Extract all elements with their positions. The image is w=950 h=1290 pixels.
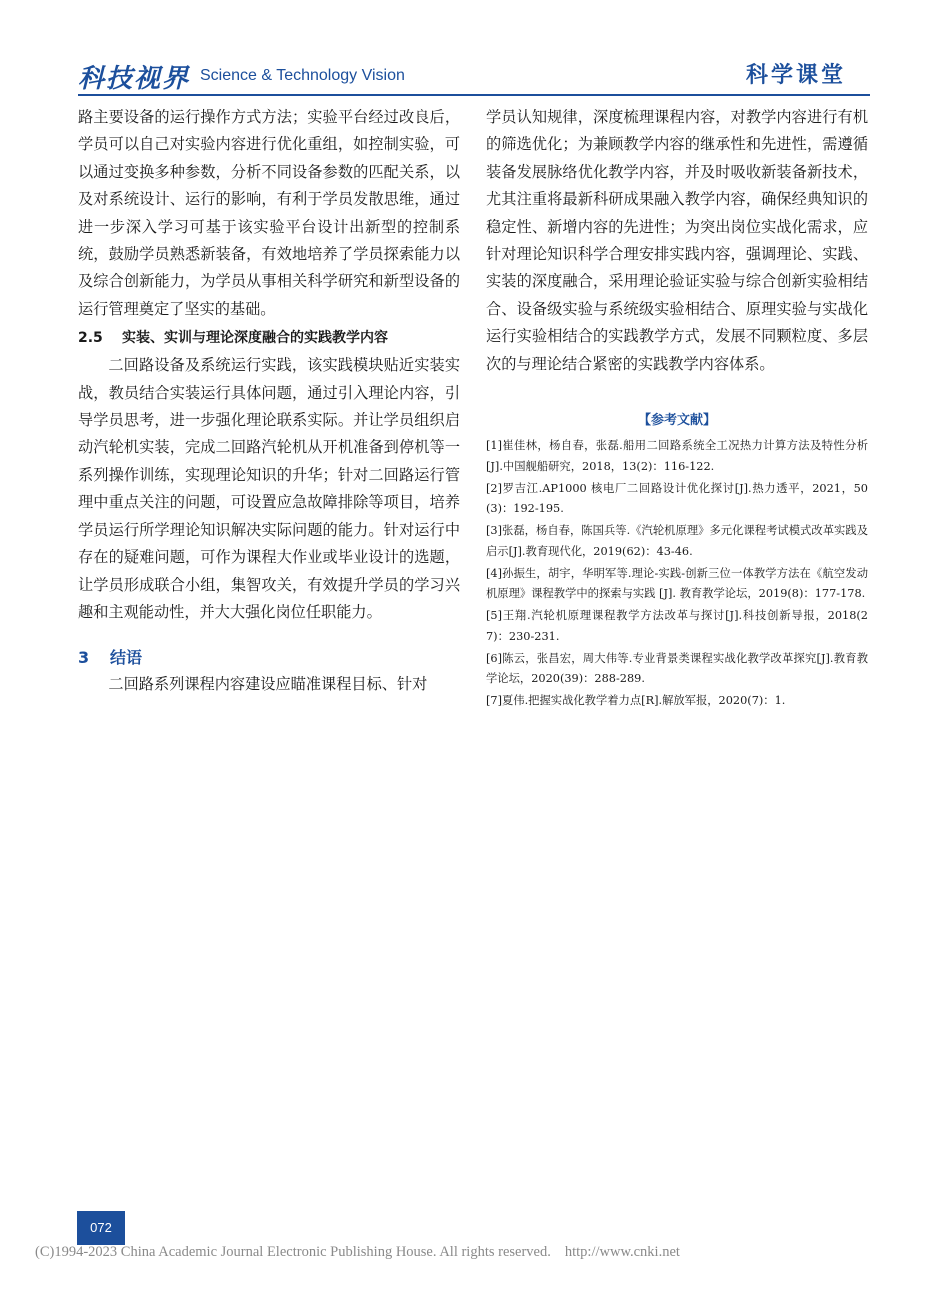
reference-item: [2]罗吉江.AP1000 核电厂二回路设计优化探讨[J].热力透平，2021，50(3)：192-195. <box>486 481 868 516</box>
reference-item: [3]张磊，杨自春，陈国兵等.《汽轮机原理》多元化课程考试模式改革实践及启示[J].教育现代化，2019(62)：43-46. <box>486 524 868 558</box>
journal-logo-chinese: 科技视界 <box>78 64 191 94</box>
copyright-text: (C)1994-2023 China Academic Journal Electronic Publishing House. All rights reserved. <box>35 1244 551 1260</box>
page-number: 072 <box>77 1211 125 1245</box>
copyright-footer <box>35 1242 915 1262</box>
reference-item: [5]王翔.汽轮机原理课程教学方法改革与探讨[J].科技创新导报，2018(27)：230-231. <box>486 609 868 643</box>
reference-item: [6]陈云，张昌宏，周大伟等.专业背景类课程实战化教学改革探究[J].教育教学论坛，2020(39)：288-289. <box>486 651 868 686</box>
journal-logo-english: Science & Technology Vision <box>200 67 405 84</box>
section-number: 2.5 <box>78 330 103 347</box>
section-heading-text: 结语 <box>110 648 143 668</box>
paragraph: 二回路系列课程内容建设应瞄准课程目标、针对 <box>108 675 428 694</box>
right-column <box>486 104 868 713</box>
paragraph-continued: 路主要设备的运行操作方式方法；实验平台经过改良后，学员可以自己对实验内容进行优化重组，如控制实验，可以通过变换多种参数，分析不同设备参数的匹配关系，以及对系统设计、运行的影响，有利于学员发散思维，通过进一步深入学习可基于该实验平台设计出新型的控制系统，鼓励学员熟悉新装备，有效地培养了学员探索能力以及综合创新能力，为学员从事相关科学研究和新型设备的运行管理奠定了坚实的基础。 <box>78 108 460 318</box>
paragraph: 二回路设备及系统运行实践，该实践模块贴近实装实战，教员结合实装运行具体问题，通过引入理论内容，引导学员思考，进一步强化理论联系实际。并让学员组织启动汽轮机实装，完成二回路汽轮机从开机准备到停机等一系列操作训练，实现理论知识的升华；针对二回路运行管理中重点关注的问题，可设置应急故障排除等项目，培养学员运行所学理论知识解决实际问题的能力。针对运行中存在的疑难问题，可作为课程大作业或毕业设计的选题，让学员形成联合小组，集智攻关，有效提升学员的学习兴趣和主观能动性，并大大强化岗位任职能力。 <box>78 356 460 621</box>
reference-item: [1]崔佳林，杨自春，张磊.船用二回路系统全工况热力计算方法及特性分析[J].中国舰船研究，2018，13(2)：116-122. <box>486 439 868 473</box>
reference-item: [7]夏伟.把握实战化教学着力点[R].解放军报，2020(7)：1. <box>486 694 786 708</box>
left-column <box>78 104 460 699</box>
section-heading-2-5 <box>78 324 460 352</box>
references-title: 【参考文献】 <box>637 413 716 429</box>
reference-item: [4]孙振生，胡宇，华明军等.理论-实践-创新三位一体教学方法在《航空发动机原理》课程教学中的探索与实践 [J]. 教育教学论坛，2019(8)：177-178. <box>486 566 868 601</box>
section-heading-3 <box>78 645 460 671</box>
paragraph-continued: 学员认知规律，深度梳理课程内容，对教学内容进行有机的筛选优化；为兼顾教学内容的继承性和先进性，需遵循装备发展脉络优化教学内容，并及时吸收新装备新技术，尤其注重将最新科研成果融入教学内容，确保经典知识的稳定性、新增内容的先进性；为突出岗位实战化需求，应针对理论知识科学合理安排实践内容，强调理论、实践、实装的深度融合，采用理论验证实验与综合创新实验相结合、设备级实验与系统级实验相结合、原理实验与实战化运行实验相结合的实践教学方式，发展不同颗粒度、多层次的与理论结合紧密的实践教学内容体系。 <box>486 108 868 373</box>
section-heading-text: 实装、实训与理论深度融合的实践教学内容 <box>122 330 388 347</box>
footer-link[interactable]: http://www.cnki.net <box>564 1244 680 1260</box>
section-number: 3 <box>78 648 90 668</box>
reference-list <box>486 436 868 712</box>
section-title: 科学课堂 <box>745 62 846 88</box>
page-header <box>78 56 870 96</box>
